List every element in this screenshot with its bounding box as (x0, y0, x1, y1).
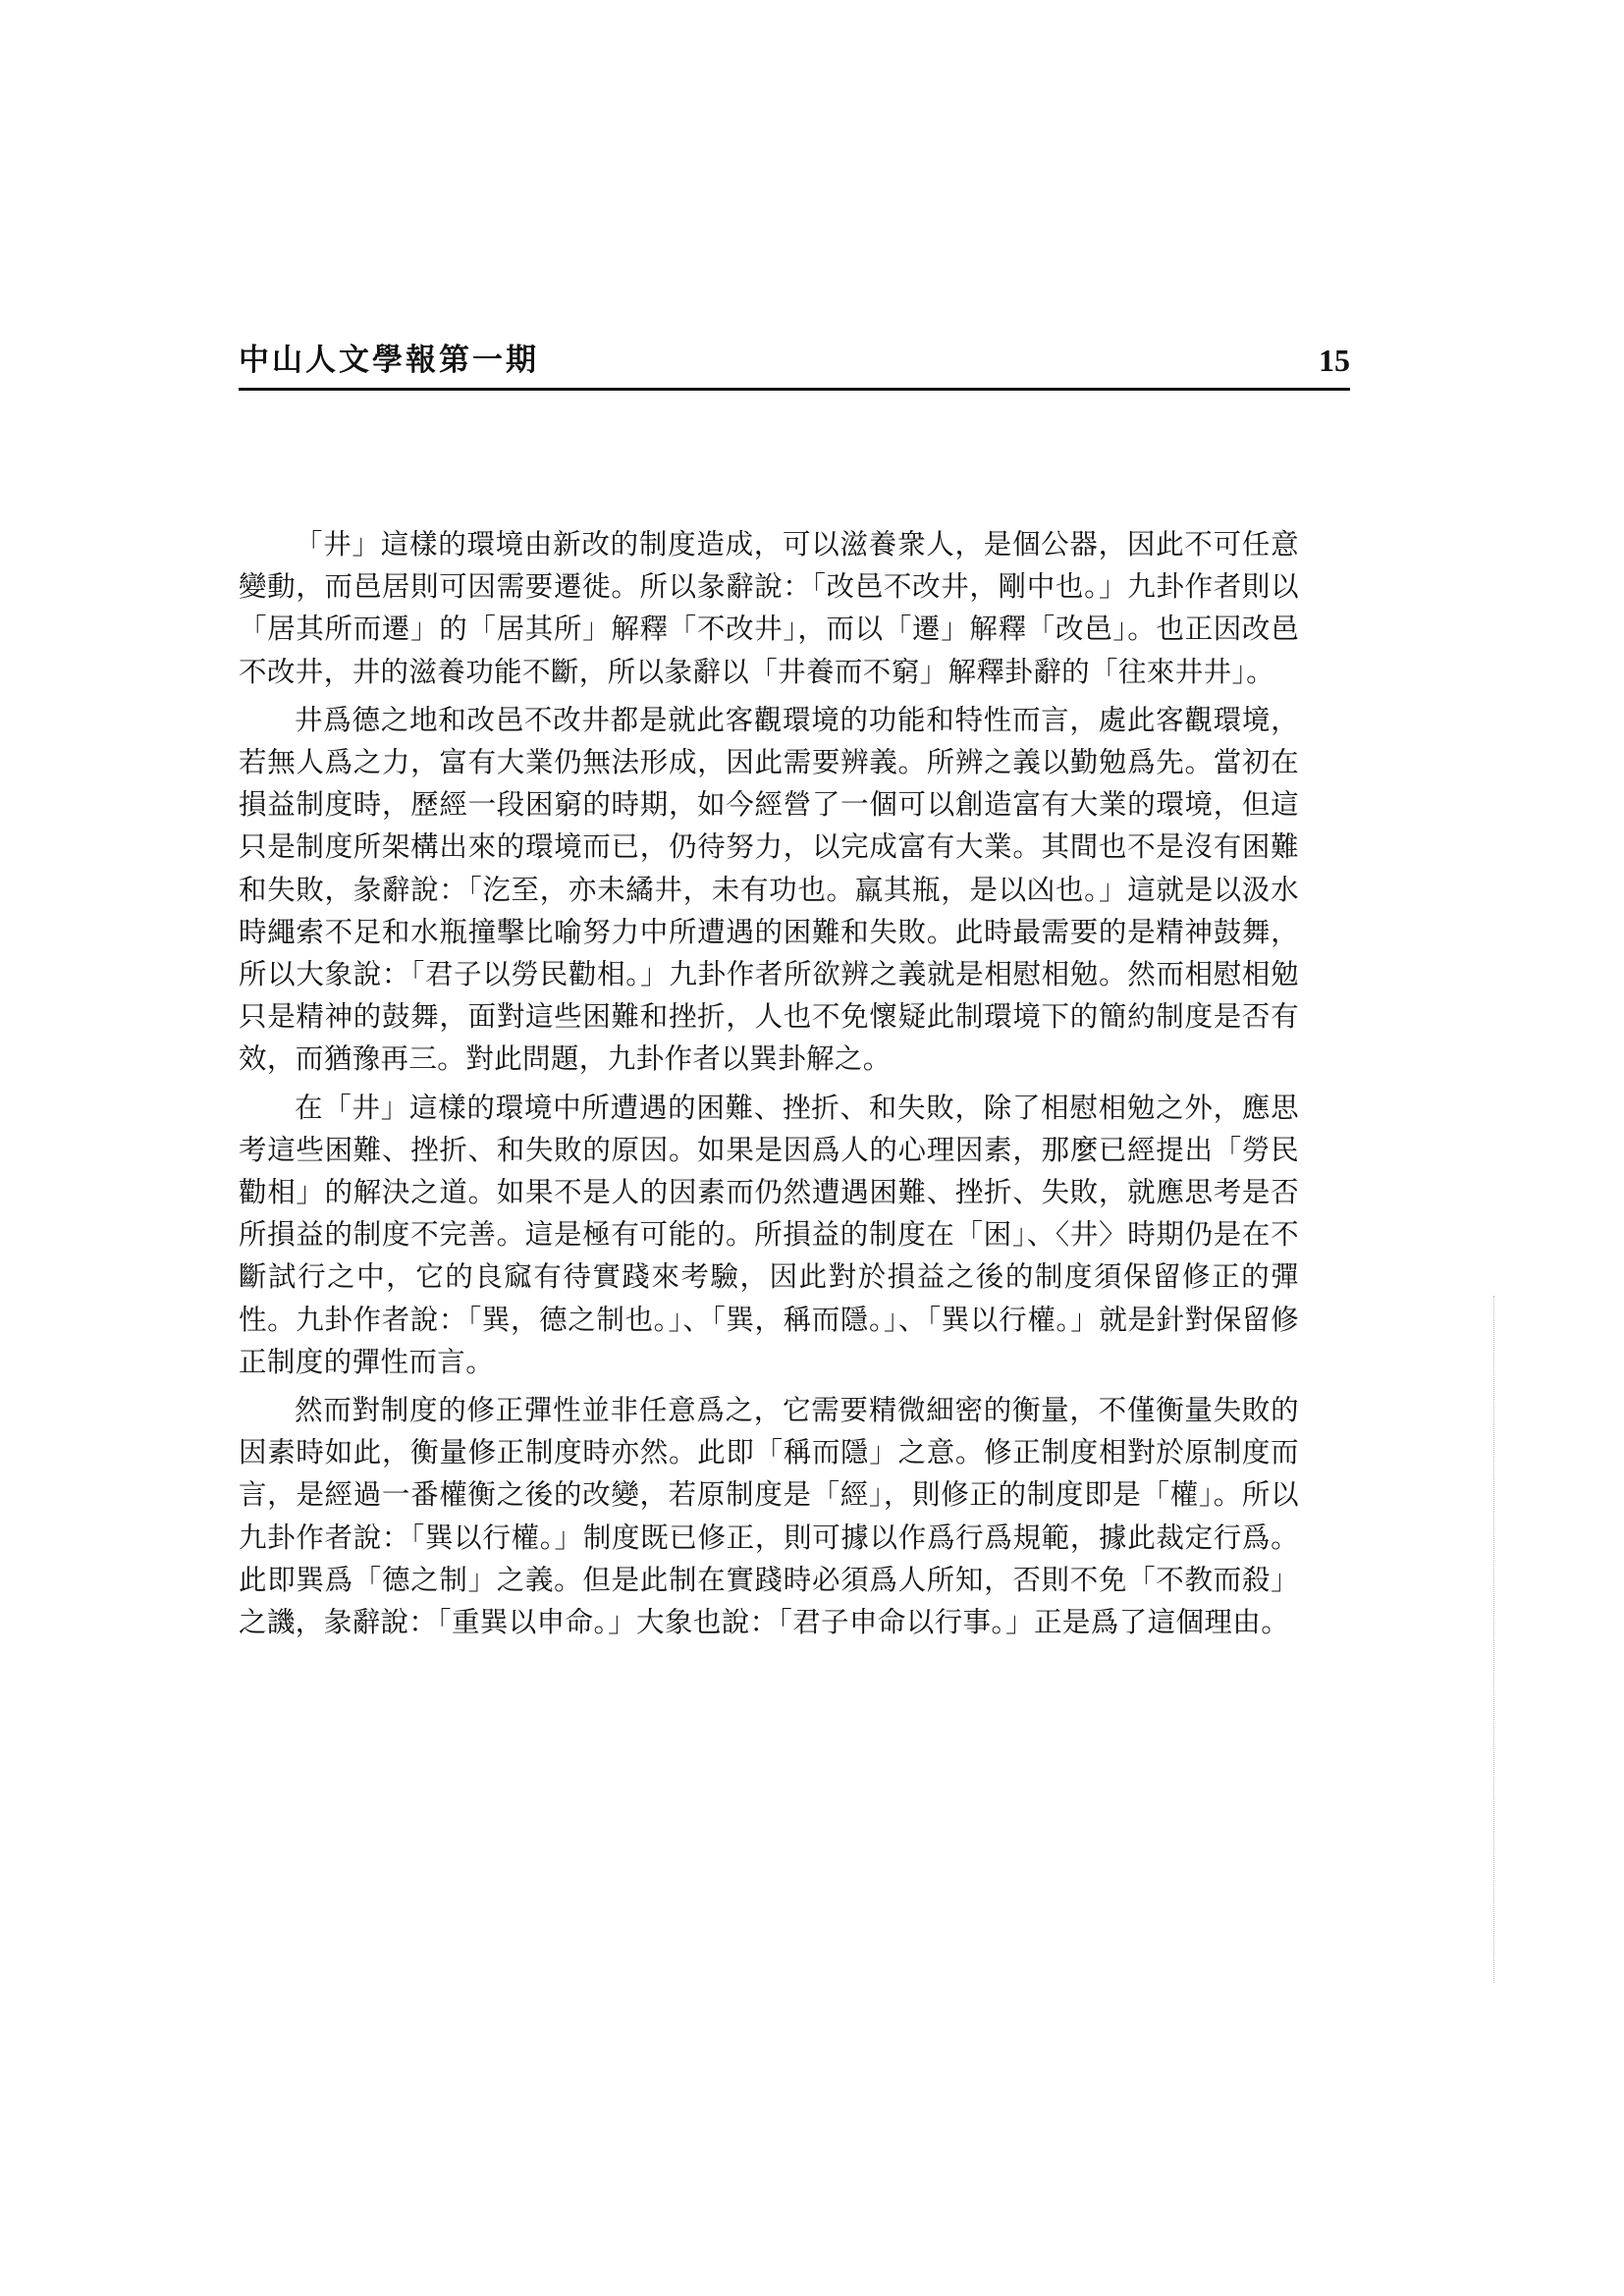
scan-edge-line (1493, 1296, 1495, 1983)
running-header (239, 339, 1350, 391)
body-text (239, 523, 1299, 1649)
page-number: 15 (1319, 343, 1350, 378)
paragraph-2: 井爲德之地和改邑不改井都是就此客觀環境的功能和特性而言，處此客觀環境，若無人爲之力，富有大業仍無法形成，因此需要辨義。所辨之義以勤勉爲先。當初在損益制度時，歷經一段困窮的時期，如今經營了一個可以創造富有大業的環境，但這只是制度所架構出來的環境而已，仍待努力，以完成富有大業。其間也不是沒有困難和失敗，彖辭說：「汔至，亦未繘井，未有功也。羸其瓶，是以凶也。」這就是以汲水時繩索不足和水瓶撞擊比喻努力中所遭遇的困難和失敗。此時最需要的是精神鼓舞，所以大象說：「君子以勞民勸相。」九卦作者所欲辨之義就是相慰相勉。然而相慰相勉只是精神的鼓舞，面對這些困難和挫折，人也不免懷疑此制環境下的簡約制度是否有效，而猶豫再三。對此問題，九卦作者以巽卦解之。 (239, 703, 1299, 1076)
paragraph-1: 「井」這樣的環境由新改的制度造成，可以滋養衆人，是個公器，因此不可任意變動，而邑居則可因需要遷徙。所以彖辭說：「改邑不改井，剛中也。」九卦作者則以「居其所而遷」的「居其所」解釋「不改井」，而以「遷」解釋「改邑」。也正因改邑不改井，井的滋養功能不斷，所以彖辭以「井養而不窮」解釋卦辭的「往來井井」。 (239, 528, 1299, 688)
journal-title: 中山人文學報第一期 (239, 343, 539, 378)
paragraph-3: 在「井」這樣的環境中所遭遇的困難、挫折、和失敗，除了相慰相勉之外，應思考這些困難、挫折、和失敗的原因。如果是因爲人的心理因素，那麼已經提出「勞民勸相」的解決之道。如果不是人的因素而仍然遭遇困難、挫折、失敗，就應思考是否所損益的制度不完善。這是極有可能的。所損益的制度在「困」、〈井〉時期仍是在不斷試行之中，它的良窳有待實踐來考驗，因此對於損益之後的制度須保留修正的彈性。九卦作者說：「巽，德之制也。」、「巽，稱而隱。」、「巽以行權。」就是針對保留修正制度的彈性而言。 (239, 1091, 1299, 1378)
paragraph-4: 然而對制度的修正彈性並非任意爲之，它需要精微細密的衡量，不僅衡量失敗的因素時如此，衡量修正制度時亦然。此即「稱而隱」之意。修正制度相對於原制度而言，是經過一番權衡之後的改變，若原制度是「經」，則修正的制度即是「權」。所以九卦作者說：「巽以行權。」制度既已修正，則可據以作爲行爲規範，據此裁定行爲。此即巽爲「德之制」之義。但是此制在實踐時必須爲人所知，否則不免「不教而殺」之譏，彖辭說：「重巽以申命。」大象也說：「君子申命以行事。」正是爲了這個理由。 (239, 1394, 1299, 1639)
